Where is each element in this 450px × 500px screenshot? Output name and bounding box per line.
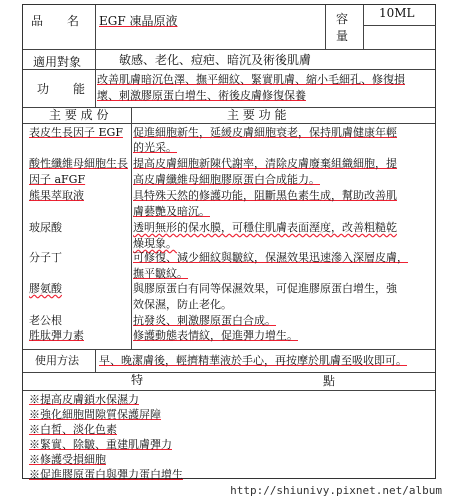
ingredient-desc-line: 提高皮膚細胞新陳代謝率，清除皮膚廢棄組織細胞，提	[133, 157, 397, 170]
feature-item: ※白皙、淡化色素	[29, 423, 117, 436]
ingredient-desc-centella	[133, 313, 435, 328]
product-spec-sheet	[22, 4, 436, 479]
target-label: 適用對象	[33, 55, 82, 69]
ingredient-desc-line: 燥現象。	[133, 237, 177, 250]
ingredient-name: 分子丁	[29, 251, 62, 264]
ingredient-desc-bearberry	[133, 188, 435, 220]
function-label: 功 能	[37, 82, 86, 96]
ingredient-desc-line: 透明無形的保水膜，可穩住肌膚表面溼度，改善粗糙乾	[133, 221, 397, 234]
features-label-right: 點	[323, 374, 336, 388]
product-name-text: EGF 凍晶原液	[99, 14, 178, 28]
ingredient-name-centella	[29, 313, 131, 328]
ingredient-desc-molecule	[133, 250, 435, 282]
ingredient-name-egf	[29, 125, 131, 140]
ingredient-desc-line: 與膠原蛋白有同等保濕效果，可促進膠原蛋白增生，強	[133, 282, 397, 295]
ingredient-name-hyaluronic	[29, 220, 131, 235]
ingredients-header-right: 主 要 功 能	[227, 108, 287, 122]
ingredient-name: 玻尿酸	[29, 221, 62, 234]
ingredient-desc-line: 效保濕，防止老化。	[133, 298, 232, 311]
usage-label: 使用方法	[35, 354, 79, 367]
ingredient-name: 老公根	[29, 314, 62, 327]
name-label: 品 名	[31, 14, 80, 28]
ingredient-name: 胜肽彈力素	[29, 329, 84, 342]
capacity-label: 容 量	[336, 12, 349, 43]
ingredient-desc-line: 修護動態表情紋，促進彈力增生。	[133, 329, 298, 342]
ingredient-desc-line: 具特殊天然的修護功能，阻斷黑色素生成，幫助改善肌	[133, 189, 397, 202]
feature-item: ※緊實、除皺、重建肌膚彈力	[29, 438, 172, 451]
features-label-left: 特	[131, 373, 144, 387]
ingredient-desc-hyaluronic	[133, 220, 435, 252]
function-line-1: 改善肌膚暗沉色澤、撫平細紋、緊實肌膚、縮小毛細孔、修復損	[97, 73, 405, 86]
album-watermark: http://shiunivy.pixnet.net/album	[230, 484, 442, 497]
feature-item: ※促進膠原蛋白與彈力蛋白增生	[29, 468, 183, 481]
ingredient-desc-line: 高皮膚纖維母細胞膠原蛋白合成能力。	[133, 173, 320, 186]
features-list	[29, 392, 429, 482]
ingredient-name-bearberry	[29, 188, 131, 203]
function-text	[97, 72, 435, 104]
usage-value	[99, 353, 435, 368]
capacity-value: 10ML	[379, 6, 415, 20]
feature-item: ※提高皮膚鎖水保濕力	[29, 393, 139, 406]
ingredient-name: 表皮生長因子 EGF	[29, 126, 123, 139]
feature-item: ※修護受損細胞	[29, 453, 106, 466]
ingredient-name-afgf	[29, 156, 133, 188]
ingredient-desc-afgf	[133, 156, 435, 188]
ingredient-desc-line: 促進細胞新生，延緩皮膚細胞衰老，保持肌膚健康年輕	[133, 126, 397, 139]
ingredient-name: 酸性纖維母細胞生長因子 aFGF	[29, 157, 128, 186]
ingredient-name-glycine	[29, 281, 131, 296]
ingredient-name: 膠氨酸	[29, 282, 62, 295]
ingredient-name-peptide	[29, 328, 131, 343]
ingredient-desc-peptide	[133, 328, 435, 343]
ingredients-header-left: 主 要 成 份	[49, 108, 109, 122]
ingredient-name-molecule	[29, 250, 131, 265]
ingredient-desc-glycine	[133, 281, 435, 313]
function-line-2: 壞、刺激膠原蛋白增生、術後皮膚修復保養	[97, 89, 306, 102]
product-name-value	[99, 14, 319, 29]
usage-text: 早、晚潔膚後，輕擠精華液於手心，再按摩於肌膚至吸收即可。	[99, 354, 407, 367]
ingredient-desc-line: 撫平皺紋。	[133, 267, 188, 280]
ingredient-desc-line: 的光采。	[133, 141, 177, 154]
feature-item: ※強化細胞間隙質保護屏障	[29, 408, 161, 421]
target-value: 敏感、老化、痘疤、暗沉及術後肌膚	[119, 53, 312, 67]
ingredient-desc-line: 膚藝艷及暗沉。	[133, 205, 210, 218]
ingredient-name: 熊果萃取液	[29, 189, 84, 202]
ingredient-desc-egf	[133, 125, 435, 155]
ingredient-desc-line: 可修復、減少細紋與皺紋，保濕效果迅速滲入深層皮膚，	[133, 251, 408, 264]
ingredient-desc-line: 抗發炎、刺激膠原蛋白合成。	[133, 314, 276, 327]
